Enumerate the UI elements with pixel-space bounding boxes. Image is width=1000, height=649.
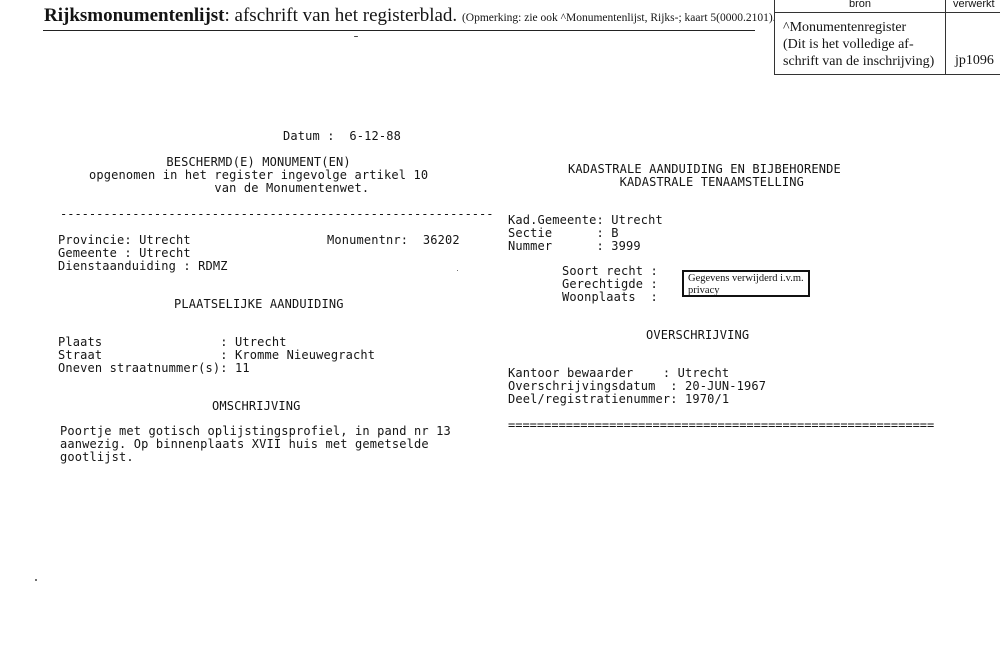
omschrijving-heading: OMSCHRIJVING — [212, 399, 301, 413]
scan-speck — [457, 270, 458, 271]
equals-separator: =========================================================== — [508, 418, 935, 432]
scan-speck — [35, 579, 37, 581]
verwerkt-label: verwerkt — [953, 0, 995, 10]
straat-line: Straat : Kromme Nieuwegracht — [58, 348, 376, 362]
plaatselijke-heading: PLAATSELIJKE AANDUIDING — [174, 297, 344, 311]
oneven-line: Oneven straatnummer(s): 11 — [58, 361, 250, 375]
rights-labels: Soort recht : Gerechtigde : Woonplaats : — [562, 264, 658, 304]
datum-line: Datum : 6-12-88 — [283, 129, 401, 143]
scan-speck — [354, 36, 358, 37]
source-text: ^Monumentenregister (Dit is het volledige af- schrift van de inschrijving) — [783, 20, 935, 69]
sectie-line: Sectie : B — [508, 226, 619, 240]
source-box-divider-v — [945, 0, 946, 74]
deel-line: Deel/registratienummer: 1970/1 — [508, 392, 730, 406]
overschrijving-heading: OVERSCHRIJVING — [646, 328, 750, 342]
nummer-line: Nummer : 3999 — [508, 239, 641, 253]
title-bold: Rijksmonumentenlijst — [44, 5, 225, 26]
kantoor-line: Kantoor bewaarder : Utrecht — [508, 366, 730, 380]
title-note: (Opmerking: zie ook ^Monumentenlijst, Rijks-; kaart 5(0000.2101). — [461, 12, 776, 24]
kadastrale-heading: KADASTRALE AANDUIDING EN BIJBEHORENDE KADASTRALE TENAAMSTELLING — [568, 162, 841, 189]
title-rest: : afschrift van het registerblad. — [224, 5, 458, 26]
bron-label: bron — [848, 0, 872, 10]
dienstaanduiding-line: Dienstaanduiding : RDMZ — [58, 259, 228, 273]
gemeente-line: Gemeente : Utrecht — [58, 246, 191, 260]
dashed-separator: ------------------------------------------------------------ — [60, 207, 494, 221]
plaats-line: Plaats : Utrecht — [58, 335, 287, 349]
source-box-divider-h — [775, 12, 1000, 13]
source-box — [774, 0, 1000, 75]
monument-heading: BESCHERMD(E) MONUMENT(EN) opgenomen in het register ingevolge artikel 10 van de Monumentenwet. — [89, 155, 429, 195]
provincie-line: Provincie: Utrecht — [58, 233, 191, 247]
source-code: jp1096 — [955, 53, 994, 68]
kad-gemeente-line: Kad.Gemeente: Utrecht — [508, 213, 663, 227]
document-title — [44, 5, 776, 27]
omschrijving-text: Poortje met gotisch oplijstingsprofiel, in pand nr 13 aanwezig. Op binnenplaats XVII huis met gemetselde gootlijst. — [60, 424, 451, 464]
monumentnr-line: Monumentnr: 36202 — [327, 233, 460, 247]
header-rule — [43, 30, 755, 31]
overschrijvingsdatum-line: Overschrijvingsdatum : 20-JUN-1967 — [508, 379, 767, 393]
privacy-redaction-box: Gegevens verwijderd i.v.m. privacy — [682, 270, 810, 297]
